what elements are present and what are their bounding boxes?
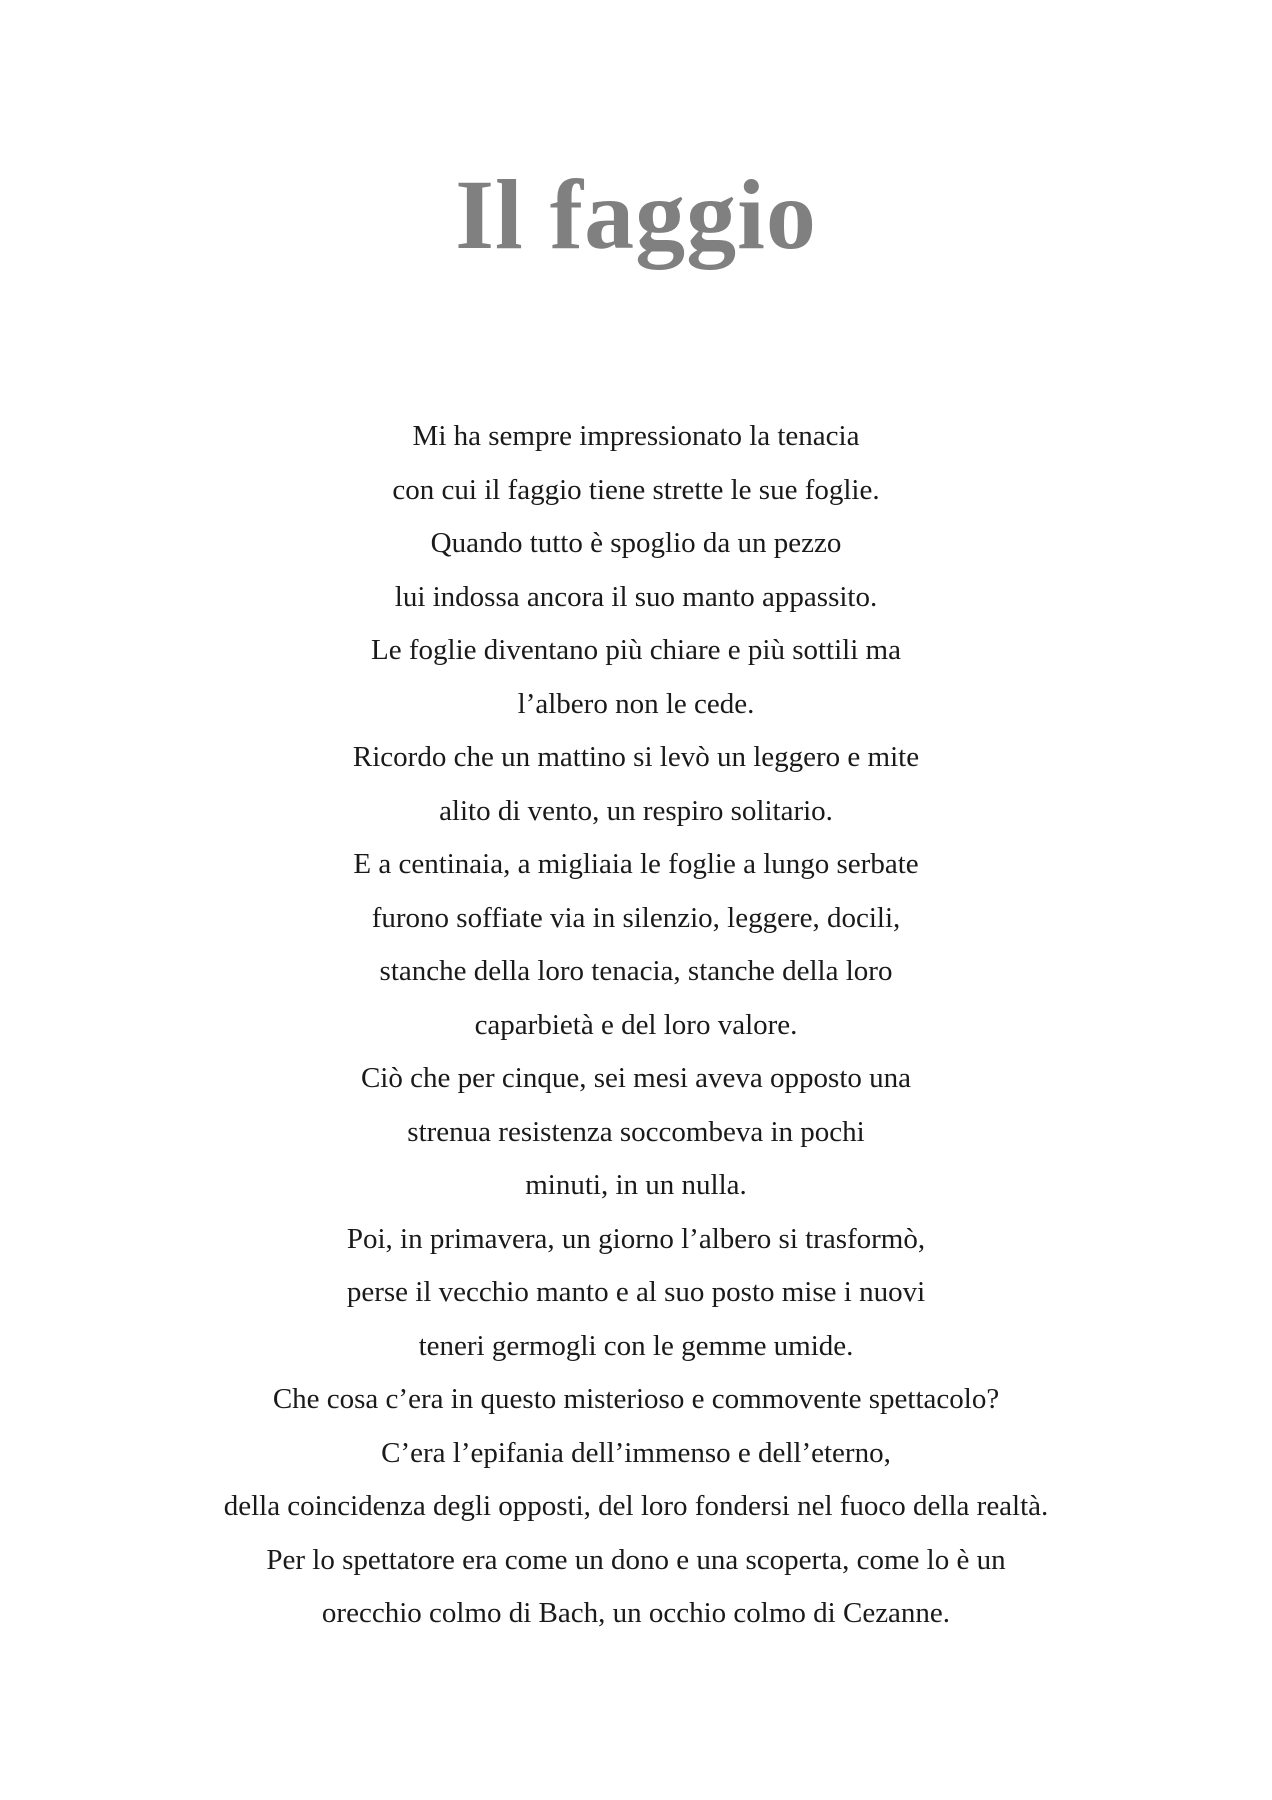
poem-line: Ricordo che un mattino si levò un leggero e mite xyxy=(352,741,920,773)
poem-line: strenua resistenza soccombeva in pochi xyxy=(407,1115,865,1148)
poem-line: E a centinaia, a migliaia le foglie a lungo serbate xyxy=(353,848,919,880)
poem-line: lui indossa ancora il suo manto appassito. xyxy=(394,580,878,613)
poem-line: alito di vento, un respiro solitario. xyxy=(439,794,833,827)
poem-line: l’albero non le cede. xyxy=(517,687,755,720)
poem-line: C’era l’epifania dell’immenso e dell’eterno, xyxy=(381,1436,891,1469)
poem-line: Le foglie diventano più chiare e più sottili ma xyxy=(371,634,901,666)
poem-body xyxy=(0,410,1272,1641)
poem-line: furono soffiate via in silenzio, leggere, docili, xyxy=(371,901,901,934)
poem-line: Poi, in primavera, un giorno l’albero si trasformò, xyxy=(346,1222,926,1255)
poem-line: Che cosa c’era in questo misterioso e commovente spettacolo? xyxy=(272,1383,1000,1415)
poem-line: perse il vecchio manto e al suo posto mise i nuovi xyxy=(346,1276,926,1308)
poem-line: Ciò che per cinque, sei mesi aveva opposto una xyxy=(360,1062,912,1094)
poem-line: minuti, in un nulla. xyxy=(525,1169,747,1201)
poem-line: Mi ha sempre impressionato la tenacia xyxy=(412,420,860,452)
poem-line: stanche della loro tenacia, stanche della loro xyxy=(379,955,893,987)
poem-line: con cui il faggio tiene strette le sue foglie. xyxy=(392,473,880,506)
poem-title: Il faggio xyxy=(455,159,817,270)
poem-line: caparbietà e del loro valore. xyxy=(474,1008,798,1041)
poem-line: orecchio colmo di Bach, un occhio colmo di Cezanne. xyxy=(321,1597,951,1629)
poem-line: teneri germogli con le gemme umide. xyxy=(418,1329,854,1362)
poem-line: Per lo spettatore era come un dono e una scoperta, come lo è un xyxy=(266,1543,1006,1576)
poem-line: della coincidenza degli opposti, del loro fondersi nel fuoco della realtà. xyxy=(223,1490,1049,1522)
poem-line: Quando tutto è spoglio da un pezzo xyxy=(430,527,842,559)
